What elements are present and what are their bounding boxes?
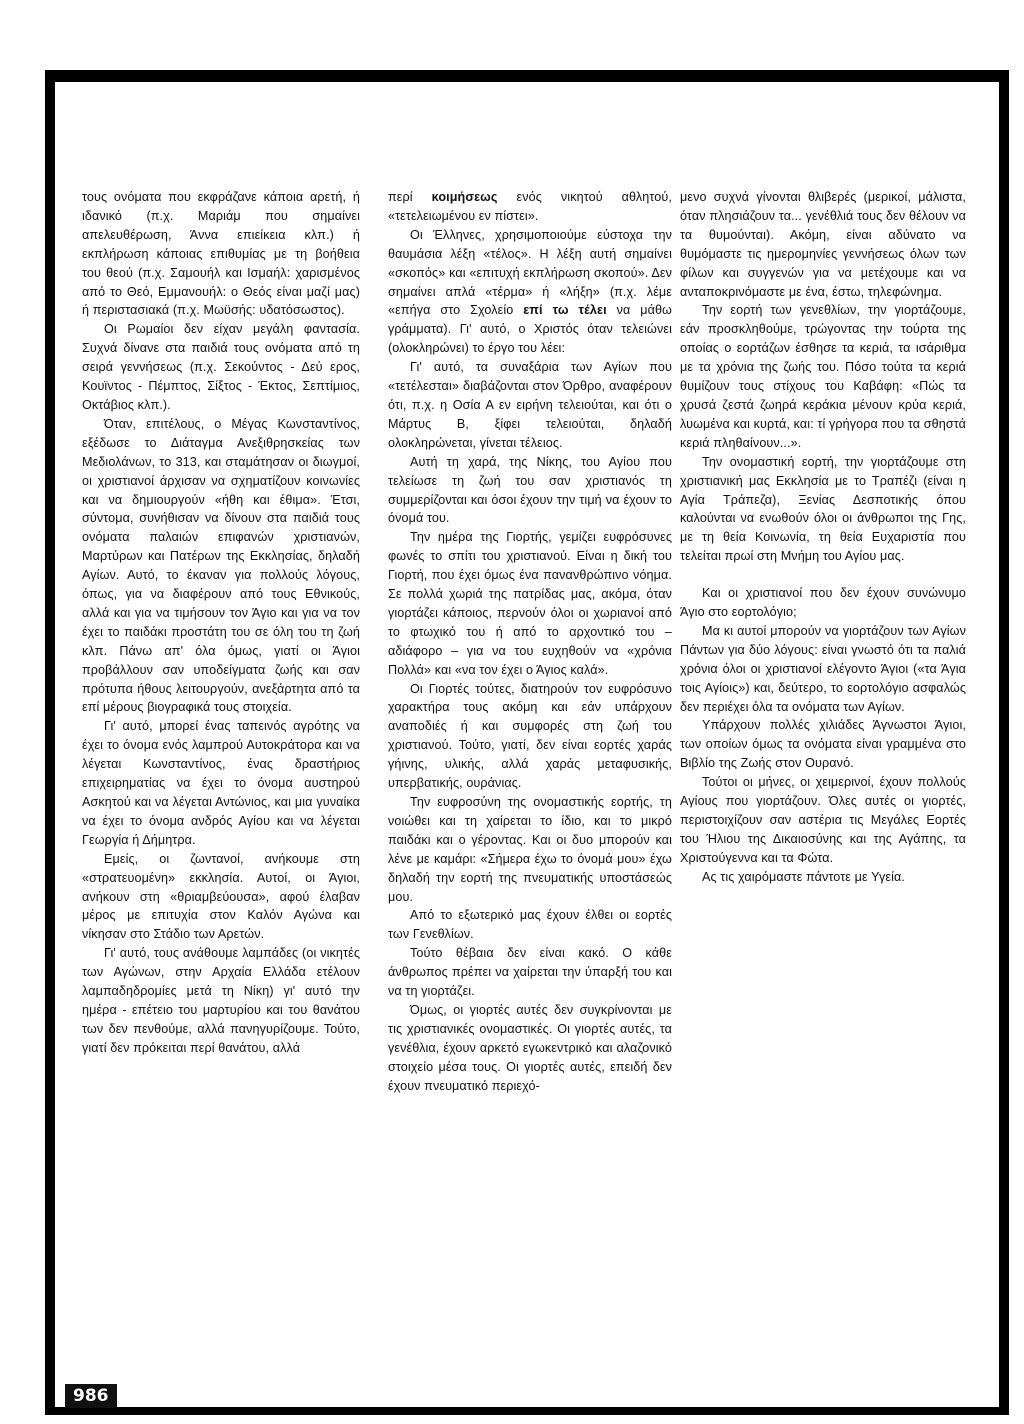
paragraph: Οι Έλληνες, χρησιμοποιούμε εύστοχα την θαυμάσια λέξη «τέλος». Η λέξη αυτή σημαίνει «σκοπός» και «επιτυχή εκπλήρωση σκοπού». Δεν σημαίνει απλά «τέρμα» ή «λήξη» (π.χ. λέμε «επήγα στο Σχολείο επί τω τέλει να μάθω γράμματα). Γι' αυτό, ο Χριστός όταν τελειώνει (ολοκληρώνει) το έργο του λέει: xyxy=(388,227,672,356)
paragraph: περί κοιμήσεως ενός νικητού αθλητού, «τετελειωμένου εν πίστει». xyxy=(388,190,672,223)
paragraph: Αυτή τη χαρά, της Νίκης, του Αγίου που τελείωσε τη ζωή του σαν χριστιανός τη συμμερίζονται και όσοι έχουν την τιμή να έχουν το όνομά του. xyxy=(388,454,672,526)
paragraph: Εμείς, οι ζωντανοί, ανήκουμε στη «στρατευομένη» εκκλησία. Αυτοί, οι Άγιοι, ανήκουν στη «θριαμβεύουσα», αφού έλαβαν μέρος με επιτυχία στον Καλόν Αγώνα και νίκησαν στο Στάδιο των Αρετών. xyxy=(82,851,360,942)
paragraph: Γι' αυτό, μπορεί ένας ταπεινός αγρότης να έχει το όνομα ενός λαμπρού Αυτοκράτορα και να λέγεται Κωνσταντίνος, ένας δραστήριος επιχειρηματίας να έχει το όνομα αυστηρού Ασκητού και να λέγεται Αντώνιος, και μια γυναίκα να έχει το όνομα ανδρός Αγίου και να λέγεται Γεωργία ή Δήμητρα. xyxy=(82,719,360,847)
paragraph: Όμως, οι γιορτές αυτές δεν συγκρίνονται με τις χριστιανικές ονομαστικές. Οι γιορτές αυτές, τα γενέθλια, έχουν αρκετό εγωκεντρικό και αλαζονικό στοιχείο μέσα τους. Οι γιορτές αυτές, επειδή δεν έχουν πνευματικό περιεχό- xyxy=(388,1002,672,1093)
paragraph: Όταν, επιτέλους, ο Μέγας Κωνσταντίνος, εξέδωσε το Διάταγμα Ανεξιθρησκείας των Μεδιολάνων, το 313, και σταμάτησαν οι διωγμοί, οι χριστιανοί άρχισαν να σχηματίζουν κοινωνίες και να δημιουργούν «ήθη και έθιμα». Έτσι, σύντομα, συνήθισαν να δίνουν στα παιδιά τους ονόματα παλαιών επιφανών χριστιανών, Μαρτύρων και Πατέρων της Εκκλησίας, δηλαδή Αγίων. Αυτό, το έκαναν για πολλούς λόγους, όπως, για να διαφέρουν από τους Εθνικούς, αλλά και για να τιμήσουν τον Άγιο και για να τον έχει το παιδάκι προστάτη του σε όλη του τη ζωή κλπ. Πάνω απ' όλα όμως, γιατί οι Άγιοι προβάλλουν σαν υποδείγματα ζωής και σαν πρότυπα ήθους λειτουργούν, ανεξάρτητα από τα επί μέρους βιογραφικά τους στοιχεία. xyxy=(82,416,360,715)
page-number: 986 xyxy=(65,1384,117,1408)
paragraph: Την ονομαστική εορτή, την γιορτάζουμε στη χριστιανική μας Εκκλησία με το Τραπέζι (είναι η Αγία Τράπεζα), Ξενίας Δεσποτικής όπου καλούνται να ενωθούν όλοι οι άνθρωποι της Γης, με τη θεία Κοινωνία, τη θεία Ευχαριστία που τελείται πρωί στη Μνήμη του Αγίου μας. xyxy=(680,454,966,564)
paragraph: Γι' αυτό, τα συναξάρια των Αγίων που «τετέλεσται» διαβάζονται στον Όρθρο, αναφέρουν ότι, π.χ. η Οσία Α εν ειρήνη τελειούται, και ότι ο Μάρτυς Β, ξίφει τελειούται, δηλαδή ολοκληρώνεται, γίνεται τέλειος. xyxy=(388,360,672,450)
paragraph: Την ημέρα της Γιορτής, γεμίζει ευφρόσυνες φωνές το σπίτι του χριστιανού. Είναι η δική του Γιορτή, που έχει όμως ένα πανανθρώπινο νόημα. Σε πολλά χωριά της πατρίδας μας, ακόμα, όταν γιορτάζει κάποιος, περνούν όλοι οι χωριανοί από το φτωχικό του ή από το αρχοντικό του – αδιάφορο – για να του ευχηθούν να «χρόνια Πολλά» και «να τον έχει ο Άγιος καλά». xyxy=(388,530,672,677)
paragraph: μενο συχνά γίνονται θλιβερές (μερικοί, μάλιστα, όταν πλησιάζουν τα... γενέθλιά τους δεν θέλουν να τα θυμούνται). Ακόμη, είναι αδύνατο να θυμόμαστε τις ημερομηνίες γεννήσεως όλων των φίλων και συγγενών για να μετέχουμε και να ανταποκρινόμαστε με ένα, έστω, τηλεφώνημα. xyxy=(680,190,966,299)
text-column-1 xyxy=(82,188,360,1058)
paragraph: Την εορτή των γενεθλίων, την γιορτάζουμε, εάν προσκληθούμε, τρώγοντας την τούρτα της οποίας ο εορτάζων έσθησε τα κεριά, τα ισάριθμα με τα χρόνια της ζωής του. Πόσο τούτα τα κεριά θυμίζουν τους στίχους του Καβάφη: «Πώς τα χρυσά ζεστά ζωηρά κεράκια μένουν κρύα κεριά, λυωμένα και κυρτά, και: τί γρήγορα που τα σθηστά κεριά πληθαίνουν...». xyxy=(680,303,966,450)
text-column-3 xyxy=(680,188,966,887)
paragraph: Τούτοι οι μήνες, οι χειμερινοί, έχουν πολλούς Αγίους που γιορτάζουν. Όλες αυτές οι γιορτές, περιστοιχίζουν σαν αστέρια τις Μεγάλες Εορτές του Ήλιου της Δικαιοσύνης και της Αγάπης, τα Χριστούγεννα και τα Φώτα. xyxy=(680,775,966,865)
paragraph: Από το εξωτερικό μας έχουν έλθει οι εορτές των Γενεθλίων. xyxy=(388,908,672,942)
paragraph: Την ευφροσύνη της ονομαστικής εορτής, τη νοιώθει και τη χαίρεται το ίδιο, και το μικρό παιδάκι και ο γέροντας. Και οι δυο μπορούν και λένε με καμάρι: «Σήμερα έχω το όνομά μου» έχω δηλαδή την εορτή της πνευματικής υποστάσεώς μου. xyxy=(388,795,672,904)
paragraph: Μα κι αυτοί μπορούν να γιορτάζουν των Αγίων Πάντων για δύο λόγους: είναι γνωστό ότι τα παλιά χρόνια όλοι οι χριστιανοί ελέγοντο Άγιοι («τα Άγια τοις Αγίοις») και, δεύτερο, το εορτολόγιο ασφαλώς δεν περιέχει όλα τα ονόματα των Αγίων. xyxy=(680,623,966,714)
paragraph: τους ονόματα που εκφράζανε κάποια αρετή, ή ιδανικό (π.χ. Μαριάμ που σημαίνει απελευθέρωση, Άννα επιείκεια κλπ.) ή εκπλήρωση κάποιας επιθυμίας με τη βοήθεια του θεού (π.χ. Σαμουήλ και Ισμαήλ: χαρισμένος από το Θεό, Εμμανουήλ: ο Θεός είναι μαζί μας) ή περιστασιακά (π.χ. Μωϋσής: υδατόσωστος). xyxy=(82,190,360,318)
paragraph: Γι' αυτό, τους ανάθουμε λαμπάδες (οι νικητές των Αγώνων, στην Αρχαία Ελλάδα ετέλουν λαμπαδηδρομίες μετά τη Νίκη) γι' αυτό την ημέρα - επέτειο του μαρτυρίου και του θανάτου των δεν πενθούμε, αλλά πανηγυρίζουμε. Τούτο, γιατί δεν πρόκειται περί θανάτου, αλλά xyxy=(82,946,360,1055)
paragraph: Οι Γιορτές τούτες, διατηρούν τον ευφρόσυνο χαρακτήρα τους ακόμη και εάν υπάρχουν αναποδιές ή και συμφορές στη ζωή του χριστιανού. Τούτο, γιατί, δεν είναι εορτές χαράς γήινης, υλικής, αλλά χαράς μεταφυσικής, υπερβατικής, ουράνιας. xyxy=(388,681,672,791)
paragraph: Και οι χριστιανοί που δεν έχουν συνώνυμο Άγιο στο εορτολόγιο; xyxy=(680,586,966,620)
text-column-2 xyxy=(388,188,672,1096)
paragraph: Τούτο θέβαια δεν είναι κακό. Ο κάθε άνθρωπος πρέπει να χαίρεται την ύπαρξή του και να τη γιορτάζει. xyxy=(388,946,672,999)
paragraph: Ας τις χαιρόμαστε πάντοτε με Υγεία. xyxy=(702,869,905,884)
paragraph: Υπάρχουν πολλές χιλιάδες Άγνωστοι Άγιοι, των οποίων όμως τα ονόματα είναι γραμμένα στο Βιβλίο της Ζωής στον Ουρανό. xyxy=(680,718,966,771)
paragraph: Οι Ρωμαίοι δεν είχαν μεγάλη φαντασία. Συχνά δίνανε στα παιδιά τους ονόματα από τη σειρά γεννήσεως (π.χ. Σεκούντος - Δεύ ερος, Κουϊντος - Πέμπτος, Σίξτος - Έκτος, Σεπτίμιος, Οκτάβιος κλπ.). xyxy=(82,322,360,412)
